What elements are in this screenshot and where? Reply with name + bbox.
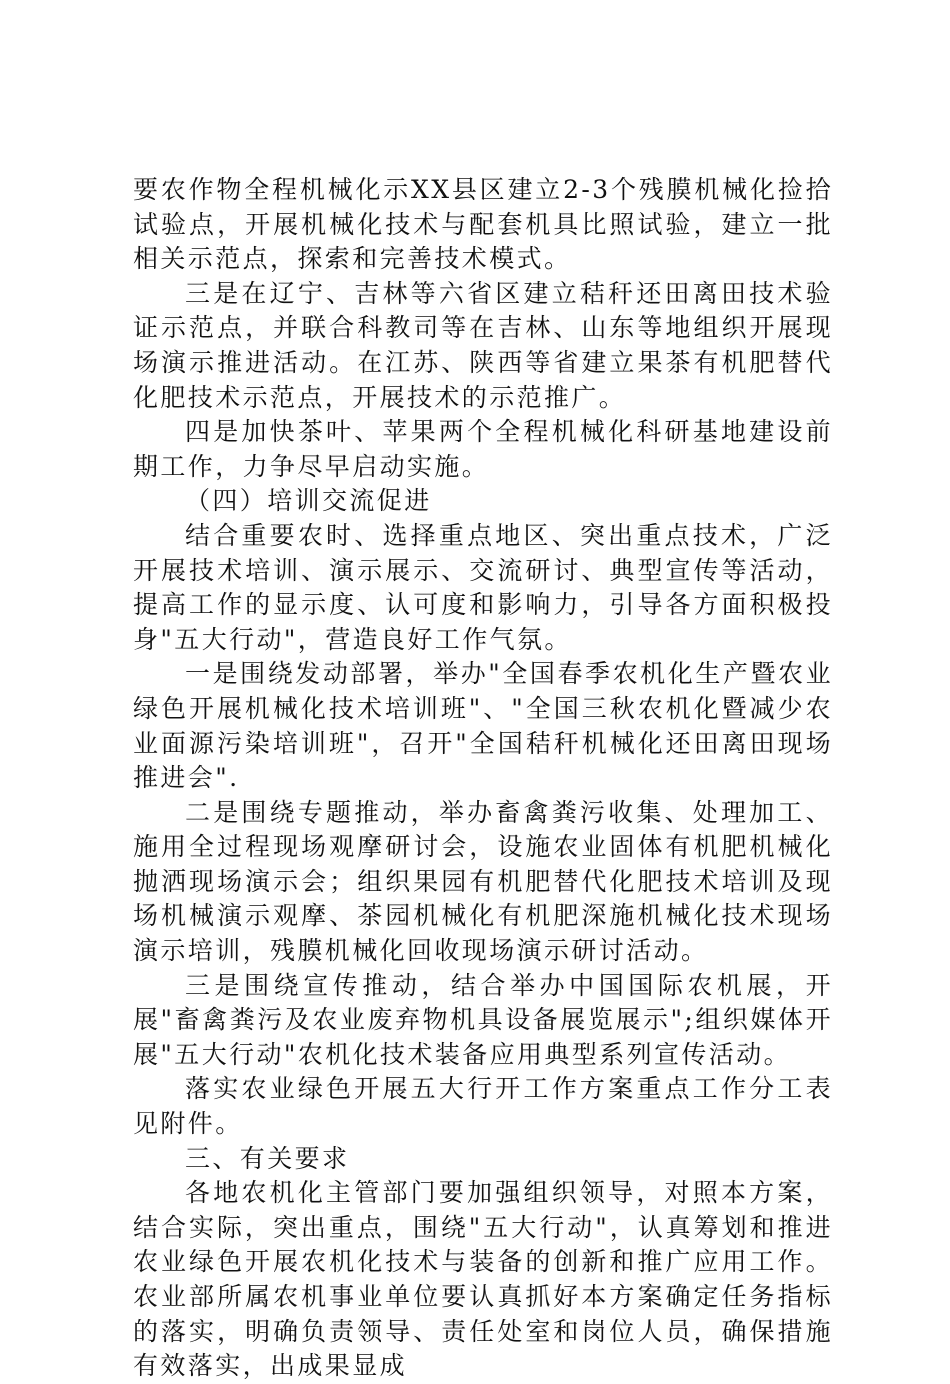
paragraph-6: 一是围绕发动部署，举办"全国春季农机化生产暨农业绿色开展机械化技术培训班"、"全国三秋农机化暨减少农业面源污染培训班"，召开"全国秸秆机械化还田离田现场推进会". — [133, 659, 833, 793]
paragraph-11: 各地农机化主管部门要加强组织领导，对照本方案，结合实际，突出重点，围绕"五大行动"，认真筹划和推进农业绿色开展农机化技术与装备的创新和推广应用工作。农业部所属农机事业单位要认真抓好本方案确定任务指标的落实，明确负责领导、责任处室和岗位人员，确保措施有效落实，出成果显成 — [133, 1178, 833, 1381]
paragraph-3: 四是加快茶叶、苹果两个全程机械化科研基地建设前期工作，力争尽早启动实施。 — [133, 417, 833, 481]
paragraph-1: 要农作物全程机械化示XX县区建立2-3个残膜机械化捡拾试验点，开展机械化技术与配套机具比照试验，建立一批相关示范点，探索和完善技术模式。 — [133, 175, 833, 274]
document-body — [133, 173, 833, 1384]
paragraph-7: 二是围绕专题推动，举办畜禽粪污收集、处理加工、施用全过程现场观摩研讨会，设施农业固体有机肥机械化抛洒现场演示会；组织果园有机肥替代化肥技术培训及现场机械演示观摩、茶园机械化有机肥深施机械化技术现场演示培训，残膜机械化回收现场演示研讨活动。 — [133, 797, 833, 966]
section-heading-requirements: 三、有关要求 — [185, 1143, 350, 1173]
paragraph-8: 三是围绕宣传推动，结合举办中国国际农机展，开展"畜禽粪污及农业废弃物机具设备展览展示";组织媒体开展"五大行动"农机化技术装备应用典型系列宣传活动。 — [133, 970, 833, 1069]
paragraph-5: 结合重要农时、选择重点地区、突出重点技术，广泛开展技术培训、演示展示、交流研讨、典型宣传等活动，提高工作的显示度、认可度和影响力，引导各方面积极投身"五大行动"，营造良好工作气氛。 — [133, 520, 833, 654]
paragraph-2: 三是在辽宁、吉林等六省区建立秸秆还田离田技术验证示范点，并联合科教司等在吉林、山东等地组织开展现场演示推进活动。在江苏、陕西等省建立果茶有机肥替代化肥技术示范点，开展技术的示范推广。 — [133, 278, 833, 412]
paragraph-9: 落实农业绿色开展五大行开工作方案重点工作分工表见附件。 — [133, 1074, 833, 1139]
section-heading-training: （四）培训交流促进 — [185, 486, 432, 516]
